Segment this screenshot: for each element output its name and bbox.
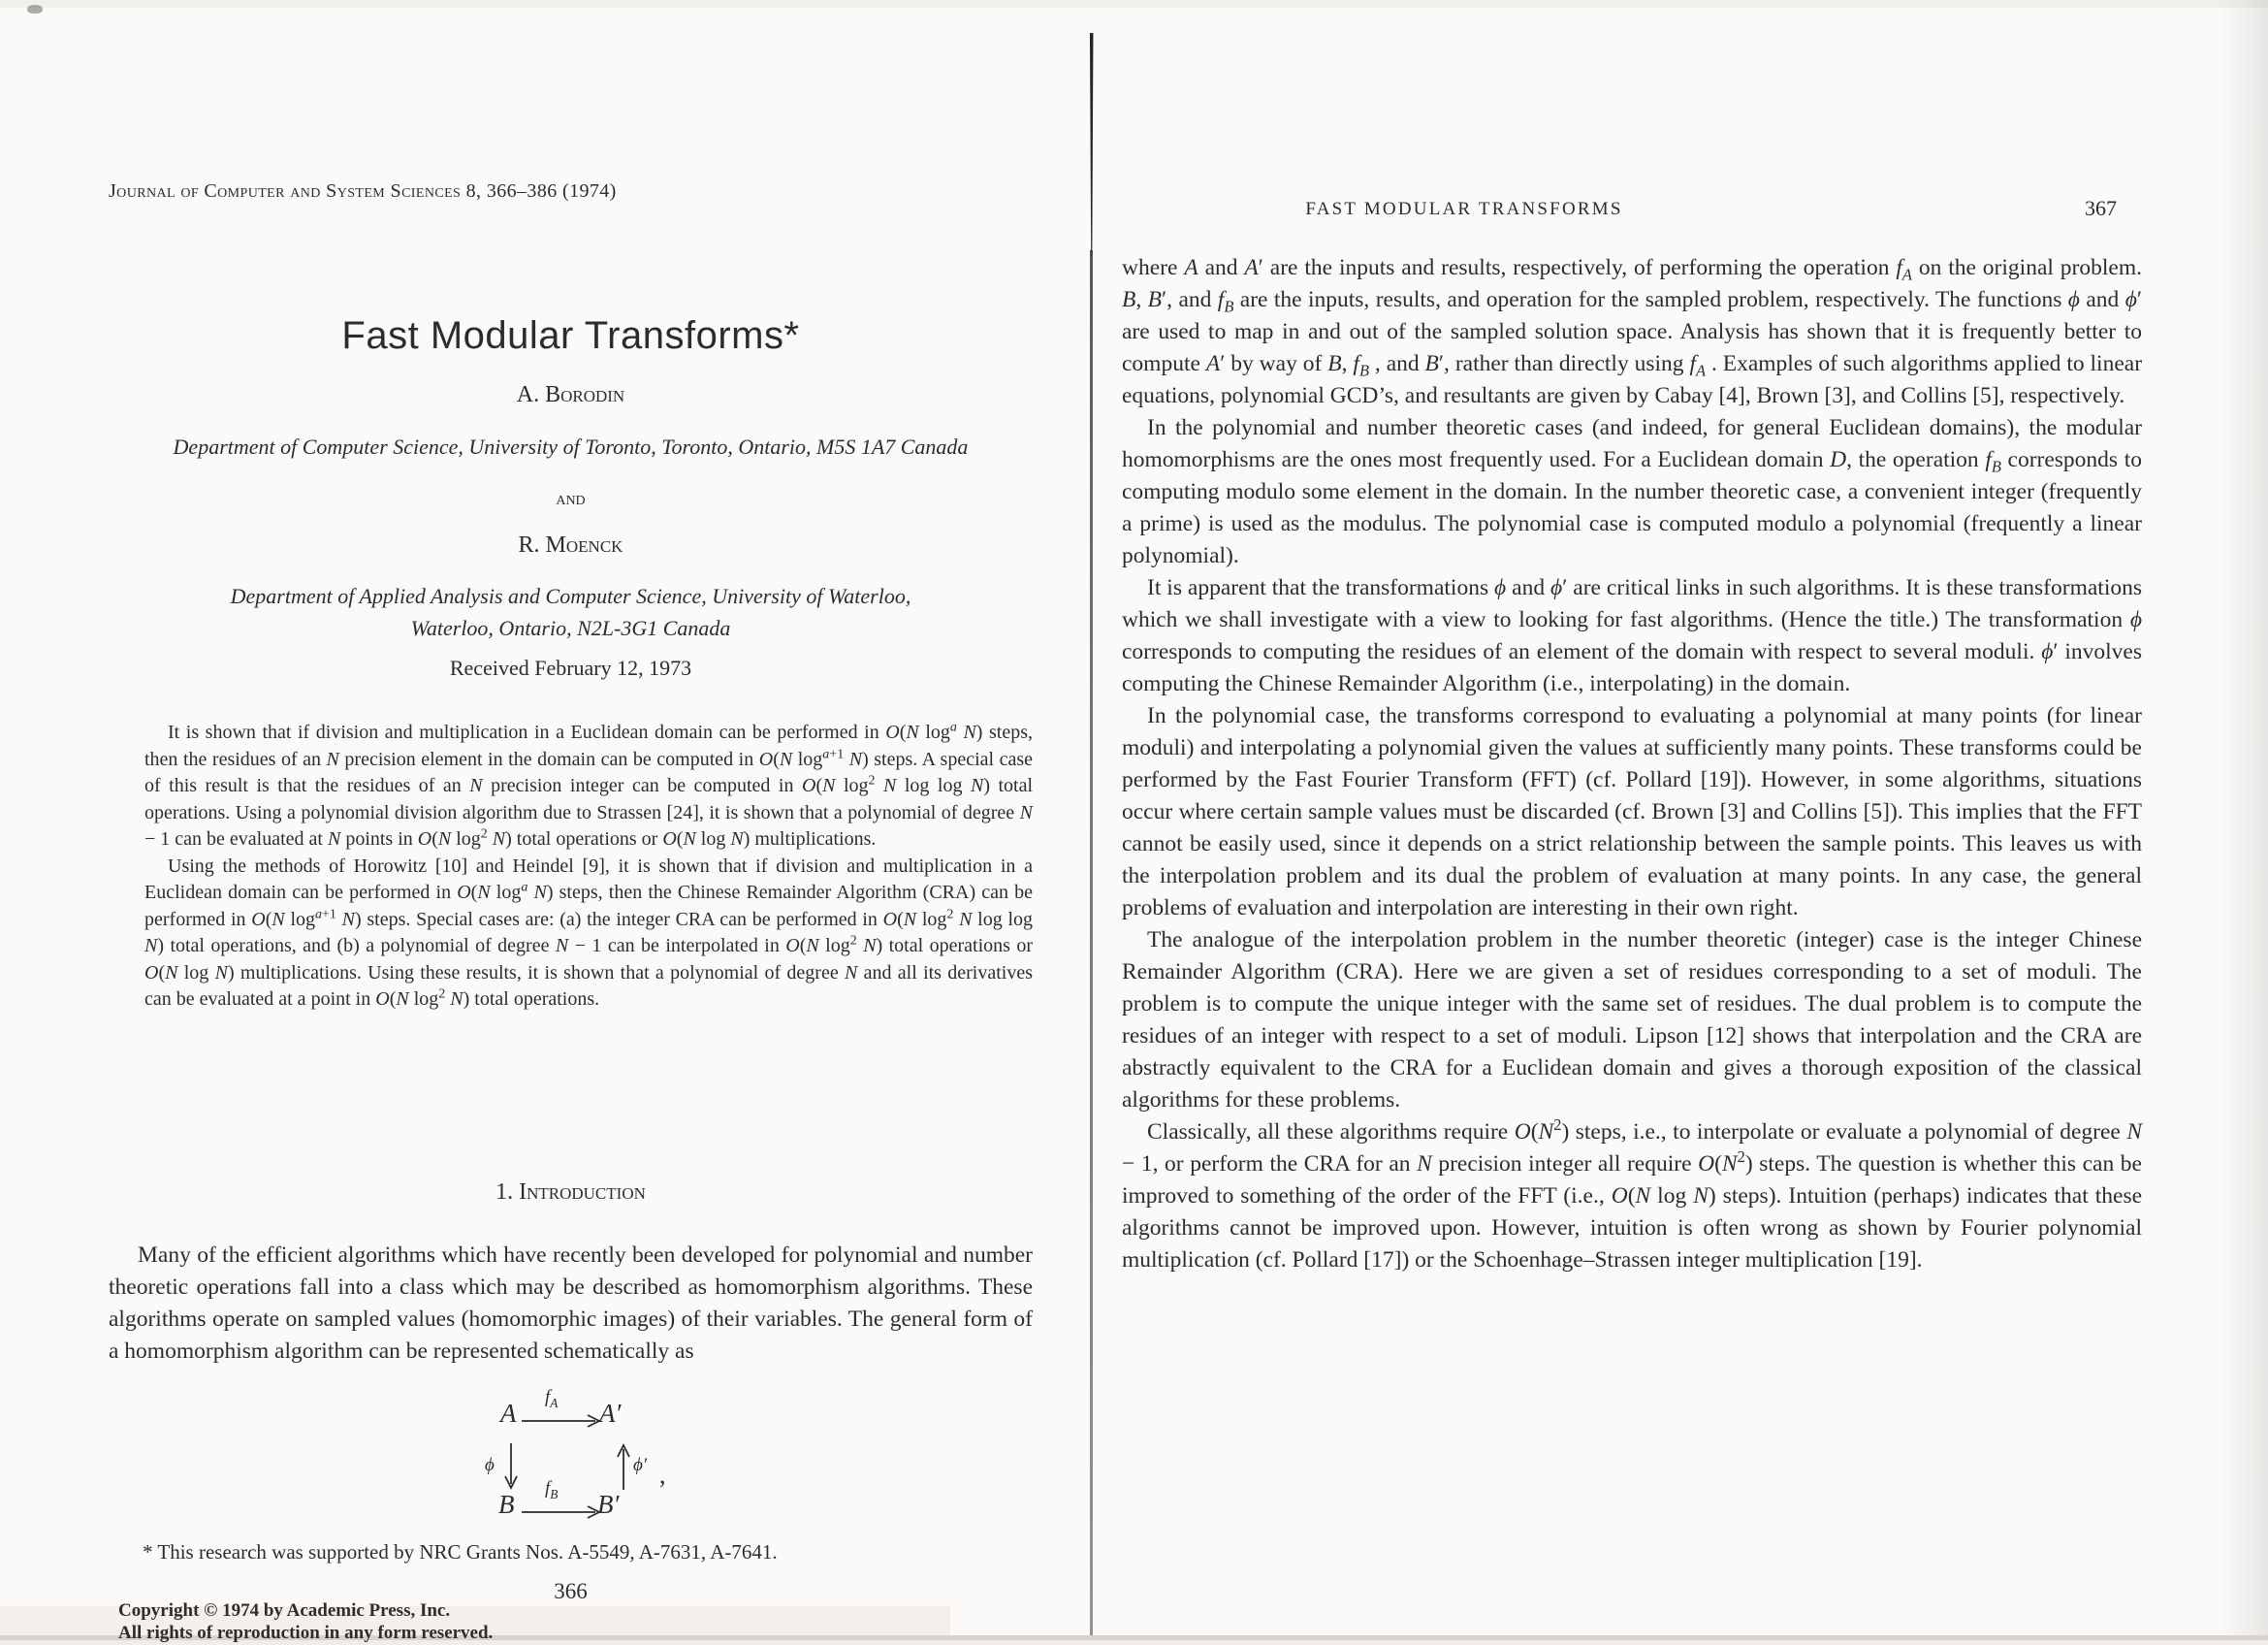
right-page-body bbox=[1122, 252, 2142, 1276]
intro-paragraph: Many of the efficient algorithms which have recently been developed for polynomial and number theoretic operations fall into a class which may be described as homomorphism algorithms. These algorithms operate on sampled values (homomorphic images) of their variables. The general form of a homomorphism algorithm can be represented schematically as bbox=[109, 1242, 1033, 1364]
page-number-366: 366 bbox=[554, 1579, 588, 1603]
page-number-367: 367 bbox=[2085, 196, 2117, 220]
body-paragraph-6: Classically, all these algorithms require $O(N^2)$ steps, i.e., to interpolate or evaluate a polynomial of degree N − 1, or perform the CRA for an N precision integer all require $O(N^2)$ steps. The question is whether this can be improved to something of the order of the FFT (i.e., O(N log N) steps). Intuition (perhaps) indicates that these algorithms cannot be improved upon. However, intuition is often wrong as shown by Fourier polynomial multiplication (cf. Pollard [17]) or the Schoenhage–Strassen integer multiplication [19]. bbox=[1122, 1115, 2143, 1273]
right-arrow-icon bbox=[522, 1505, 601, 1519]
body-paragraph-1: where A and A′ are the inputs and results, respectively, of performing the operation $f_A$ on the original problem. B, B′, and $f_B$ are the inputs, results, and operation for the sampled problem, respectively. The functions ϕ and ϕ′ are used to map in and out of the sampled solution space. Analysis has shown that it is frequently better to compute A′ by way of B, $f_B$ , and B′, rather than directly using $f_A$ . Examples of such algorithms applied to linear equations, polynomial GCD’s, and resultants are given by Cabay [4], Brown [3], and Collins [5], respectively. bbox=[1122, 255, 2143, 408]
introduction-text bbox=[109, 1240, 1033, 1368]
footnote: * This research was supported by NRC Grants Nos. A-5549, A-7631, A-7641. bbox=[143, 1540, 778, 1564]
section-heading bbox=[109, 1179, 1033, 1206]
diagram-label-fa: $f_A$ bbox=[545, 1387, 559, 1410]
journal-issue: 8, 366–386 (1974) bbox=[465, 180, 617, 202]
body-paragraph-2: In the polynomial and number theoretic cases (and indeed, for general Euclidean domains), the modular homomorphisms are the ones most frequently used. For a Euclidean domain D, the operation $f_B$ corresponds to computing modulo some element in the domain. In the number theoretic case, a convenient integer (frequently a prime) is used as the modulus. The polynomial case is computed modulo a polynomial (frequently a linear polynomial). bbox=[1122, 415, 2142, 568]
copyright-line-1: Copyright © 1974 by Academic Press, Inc. bbox=[118, 1600, 451, 1621]
journal-name: Journal of Computer and System Sciences bbox=[109, 180, 462, 202]
diagram-label-phi: ϕ bbox=[485, 1455, 495, 1475]
down-arrow-icon bbox=[504, 1443, 518, 1490]
abstract-paragraph-1: It is shown that if division and multiplication in a Euclidean domain can be performed in O(N $\log^a N$) steps, then the residues of an N precision element in the domain can be computed in O(N $\log^{a+1} N$) steps. A special case of this result is that the residues of an N precision integer can be computed in O(N $\log^2 N$ log log N) total operations. Using a polynomial division algorithm due to Strassen [24], it is shown that a polynomial of degree N − 1 can be evaluated at N points in O(N $\log^2 N$) total operations or O(N log N) multiplications. bbox=[144, 720, 1034, 850]
right-arrow-icon bbox=[522, 1414, 601, 1428]
body-paragraph-3: It is apparent that the transformations ϕ and ϕ′ are critical links in such algorithms. It is these transformations which we shall investigate with a view to looking for fast algorithms. (Hence the title.) The transformation ϕ corresponds to computing the residues of an element of the domain with respect to several moduli. ϕ′ involves computing the Chinese Remainder Algorithm (i.e., interpolating) in the domain. bbox=[1122, 575, 2143, 696]
affiliation-2-line2: Waterloo, Ontario, N2L-3G1 Canada bbox=[410, 616, 731, 640]
abstract bbox=[144, 720, 1033, 1014]
diagram-node-b-prime: B′ bbox=[597, 1490, 620, 1519]
diagram-node-a-prime: A′ bbox=[599, 1399, 622, 1428]
up-arrow-icon bbox=[617, 1443, 630, 1490]
section-number: 1. bbox=[495, 1179, 514, 1205]
author-1: A. Borodin bbox=[516, 382, 625, 407]
affiliation-2-line1: Department of Applied Analysis and Computer Science, University of Waterloo, bbox=[230, 584, 911, 608]
page-gutter-shadow-bottom bbox=[1090, 250, 1093, 1635]
page-gutter-shadow-top bbox=[1088, 33, 1095, 256]
author-2: R. Moenck bbox=[518, 532, 623, 558]
scan-top-strip bbox=[0, 0, 2268, 8]
running-head: FAST MODULAR TRANSFORMS bbox=[1305, 199, 1623, 219]
diagram-node-b: B bbox=[498, 1490, 515, 1519]
abstract-paragraph-2: Using the methods of Horowitz [10] and Heindel [9], it is shown that if division and multiplication in a Euclidean domain can be performed in O(N $\log^a N$) steps, then the Chinese Remainder Algorithm (CRA) can be performed in O(N $\log^{a+1} N$) steps. Special cases are: (a) the integer CRA can be performed in O(N $\log^2 N$ log log N) total operations, and (b) a polynomial of degree N − 1 can be interpolated in O(N $\log^2 N$) total operations or O(N log N) multiplications. Using these results, it is shown that a polynomial of degree N and all its derivatives can be evaluated at a point in O(N $\log^2 N$) total operations. bbox=[144, 855, 1034, 1010]
diagram-comma: , bbox=[659, 1461, 666, 1489]
and-separator: and bbox=[556, 488, 586, 509]
diagram-node-a: A bbox=[500, 1399, 517, 1428]
affiliation-1: Department of Computer Science, University of Toronto, Toronto, Ontario, M5S 1A7 Canada bbox=[173, 435, 969, 459]
paper-title: Fast Modular Transforms* bbox=[341, 314, 800, 357]
page-right-edge-shadow bbox=[2220, 0, 2268, 1645]
scan-corner-mark bbox=[27, 5, 43, 14]
body-paragraph-5: The analogue of the interpolation problem in the number theoretic (integer) case is the integer Chinese Remainder Algorithm (CRA). Here we are given a set of residues corresponding to a set of moduli. The problem is to compute the unique integer with the same set of residues. The dual problem is to compute the residues of an integer with respect to a set of moduli. Lipson [12] shows that interpolation and the CRA are abstractly equivalent to the CRA for a Euclidean domain and gives a thorough exposition of the classical algorithms for these problems. bbox=[1122, 927, 2142, 1113]
received-date: Received February 12, 1973 bbox=[449, 656, 692, 680]
commutative-diagram bbox=[485, 1387, 708, 1544]
copyright-line-2: All rights of reproduction in any form reserved. bbox=[118, 1623, 494, 1643]
journal-header-line bbox=[109, 180, 617, 203]
body-paragraph-4: In the polynomial case, the transforms correspond to evaluating a polynomial at many points (for linear moduli) and interpolating a polynomial given the values at sufficiently many points. These transforms could be performed by the Fast Fourier Transform (FFT) (cf. Pollard [19]). However, in some algorithms, situations occur where certain sample values must be discarded (cf. Brown [3] and Collins [5]). This implies that the FFT cannot be easily used, since it depends on a strict relationship between the sample points. This leaves us with the interpolation problem and its dual the problem of evaluation at many points. In any case, the general problems of evaluation and interpolation are interesting in their own right. bbox=[1122, 703, 2142, 920]
diagram-label-fb: $f_B$ bbox=[545, 1478, 559, 1501]
diagram-label-phi-prime: ϕ′ bbox=[633, 1455, 647, 1475]
section-title: Introduction bbox=[519, 1179, 646, 1205]
